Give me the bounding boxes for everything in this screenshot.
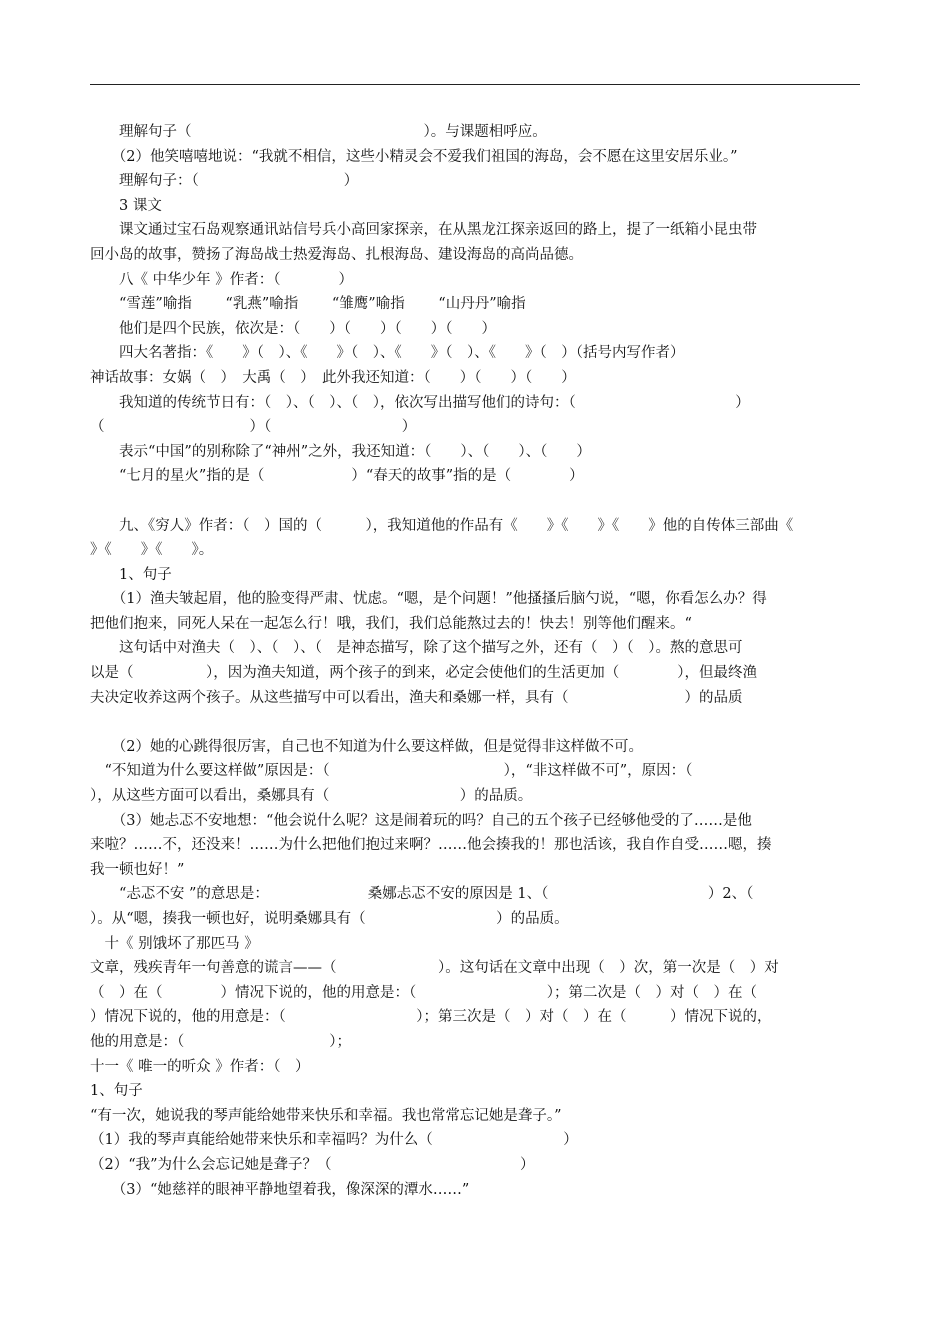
text-line: 我一顿也好！” (90, 861, 185, 878)
text-line: （1）渔夫皱起眉，他的脸变得严肃、忧虑。“嗯，是个问题！”他搔搔后脑勺说，“嗯，你看怎么办？得 (90, 591, 767, 608)
text-line: 夫决定收养这两个孩子。从这些描写中可以看出，渔夫和桑娜一样，具有（ ）的品质 (90, 689, 743, 706)
text-line: 来啦？……不，还没来！……为什么把他们抱过来啊？……他会揍我的！那也活该，我自作自受……嗯，揍 (90, 837, 772, 854)
text-line: “有一次，她说我的琴声能给她带来快乐和幸福。我也常常忘记她是聋子。” (90, 1107, 562, 1124)
section-heading: 八《 中华少年 》作者：（ ） (90, 271, 353, 288)
document-body (90, 120, 860, 1202)
text-line: ）情况下说的，他的用意是：（ ）；第三次是（ ）对（ ）在（ ）情况下说的， (90, 1009, 772, 1026)
blank-line (90, 489, 860, 514)
text-line: （2）他笑嘻嘻地说：“我就不相信，这些小精灵会不爱我们祖国的海岛，会不愿在这里安居乐业。” (90, 148, 738, 165)
text-line: 文章，残疾青年一句善意的谎言——（ ）。这句话在文章中出现（ ）次，第一次是（ ）对 (90, 960, 779, 977)
text-line: ）。从“嗯，揍我一顿也好，说明桑娜具有（ ）的品质。 (90, 911, 569, 927)
section-heading: 十《 别饿坏了那匹马 》 (90, 935, 259, 952)
text-line: 他的用意是：（ ）； (90, 1033, 351, 1050)
text-line: 1、句子 (90, 1083, 143, 1100)
text-line: “雪莲”喻指 “乳燕”喻指 “雏鹰”喻指 “山丹丹”喻指 (90, 296, 526, 313)
header-rule (90, 84, 860, 85)
text-line: （3）“她慈祥的眼神平静地望着我，像深深的潭水……” (90, 1181, 470, 1198)
text-line: 课文通过宝石岛观察通讯站信号兵小高回家探亲，在从黑龙江探亲返回的路上，提了一纸箱小昆虫带 (90, 222, 757, 239)
text-line: 把他们抱来，同死人呆在一起怎么行！哦，我们，我们总能熬过去的！快去！别等他们醒来。“ (90, 615, 692, 632)
text-line: 1、句子 (90, 566, 172, 583)
text-line: 以是（ ），因为渔夫知道，两个孩子的到来，必定会使他们的生活更加（ ），但最终渔 (90, 665, 757, 682)
text-line: “不知道为什么要这样做”原因是：（ ），“非这样做不可”，原因：（ (90, 763, 693, 780)
text-line: ），从这些方面可以看出，桑娜具有（ ）的品质。 (90, 788, 533, 805)
text-line: （2）她的心跳得很厉害，自己也不知道为什么要这样做，但是觉得非这样做不可。 (90, 738, 643, 755)
text-line: （2）“我”为什么会忘记她是聋子？（ ） (90, 1156, 535, 1173)
section-heading: 九、《穷人》作者：（ ）国的（ ），我知道他的作品有《 》《 》《 》他的自传体三部曲《 (90, 517, 794, 534)
text-line: “忐忑不安 ”的意思是： 桑娜忐忑不安的原因是 1、（ ）2、（ (90, 886, 754, 903)
text-line: 我知道的传统节日有：（ ）、（ ）、（ ），依次写出描写他们的诗句：（ ） (90, 394, 750, 411)
text-line: 理解句子：（ ） (90, 173, 359, 190)
text-line: 他们是四个民族，依次是：（ ）（ ）（ ）（ ） (90, 320, 496, 337)
text-line: 四大名著指：《 》（ ）、《 》（ ）、《 》（ ）、《 》（ ）（括号内写作者） (90, 345, 685, 362)
text-line: “七月的星火”指的是（ ）“春天的故事”指的是（ ） (90, 468, 584, 485)
text-line: 理解句子（ ）。与课题相呼应。 (90, 124, 547, 140)
section-heading: 十一《 唯一的听众 》作者：（ ） (90, 1058, 310, 1075)
text-line: （ ）（ ） (90, 419, 417, 436)
text-line: 3 课文 (90, 197, 162, 214)
text-line: （ ）在（ ）情况下说的，他的用意是：（ ）；第二次是（ ）对（ ）在（ (90, 984, 757, 1001)
text-line: （1）我的琴声真能给她带来快乐和幸福吗？为什么（ ） (90, 1132, 578, 1149)
text-line: （3）她忐忑不安地想：“他会说什么呢？这是闹着玩的吗？自己的五个孩子已经够他受的了……是他 (90, 812, 752, 829)
blank-line (90, 710, 860, 735)
text-line: 回小岛的故事，赞扬了海岛战士热爱海岛、扎根海岛、建设海岛的高尚品德。 (90, 246, 583, 263)
text-line: 》《 》《 》。 (90, 542, 214, 559)
text-line: 神话故事：女娲（ ） 大禹（ ） 此外我还知道：（ ）（ ）（ ） (90, 369, 576, 386)
text-line: 表示“中国”的别称除了“神州”之外，我还知道：（ ）、（ ）、（ ） (90, 443, 591, 460)
text-line: 这句话中对渔夫（ ）、（ ）、（ 是神态描写，除了这个描写之外，还有（ ）（ ）。熬的意思可 (90, 640, 743, 657)
